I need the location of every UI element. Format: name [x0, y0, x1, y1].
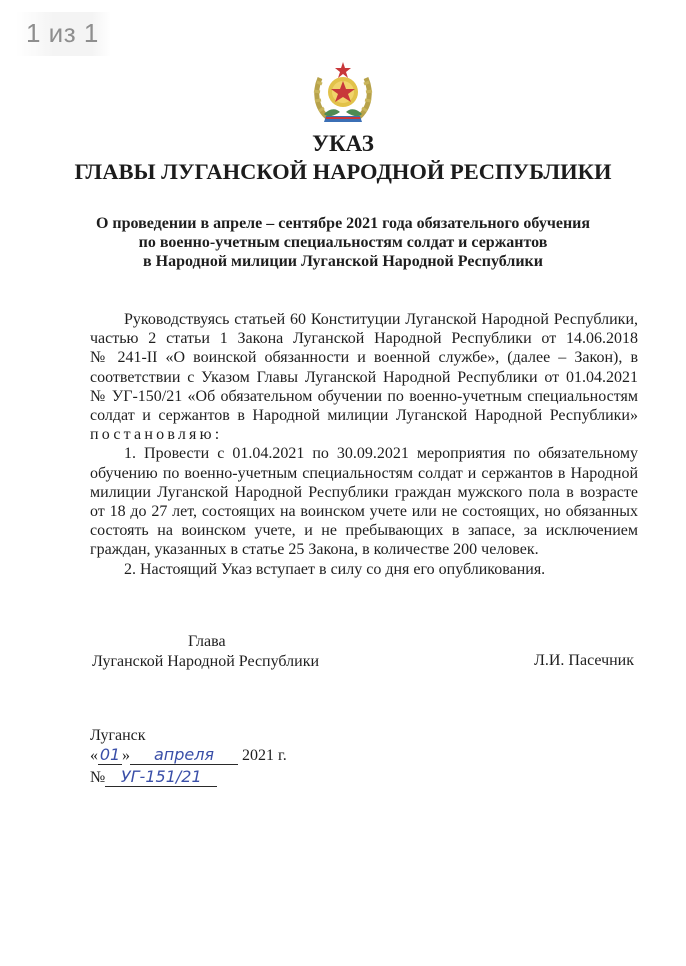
- document-title: УКАЗ: [312, 131, 374, 156]
- item1-line: 1. Провести с 01.04.2021 по 30.09.2021 мероприятия по обязательному: [124, 445, 638, 463]
- position-line: Луганской Народной Республики: [92, 653, 320, 670]
- item2-line: 2. Настоящий Указ вступает в силу со дня его опубликования.: [124, 560, 546, 578]
- item1-line: обучению по военно-учетным специальностям солдат и сержантов в Народной: [90, 464, 638, 482]
- lnr-coat-of-arms-icon: [310, 58, 376, 126]
- item1-line: милиции Луганской Народной Республики граждан мужского пола в возрасте: [90, 483, 638, 501]
- preamble-line: соответствии с Указом Главы Луганской Народной Республики от 01.04.2021: [90, 368, 638, 386]
- signatory-position: [92, 632, 319, 672]
- issue-year: 2021 г.: [242, 747, 287, 764]
- quote-open: «: [90, 747, 98, 764]
- item1-line: от 18 до 27 лет, состоящих на воинском учете или не состоящих, но обязанных: [90, 503, 638, 521]
- heading-line: О проведении в апреле – сентябре 2021 года обязательного обучения: [95, 215, 591, 232]
- heading-line: по военно-учетным специальностям солдат и сержантов: [138, 234, 548, 251]
- preamble-line: № 241-II «О воинской обязанности и военной службе», (далее – Закон), в: [90, 349, 638, 367]
- preamble-line: Руководствуясь статьей 60 Конституции Луганской Народной Республики,: [124, 311, 638, 328]
- page-counter: 1 из 1: [16, 12, 111, 56]
- decree-number: [90, 767, 217, 787]
- issue-date: [90, 745, 287, 765]
- quote-close: »: [122, 747, 130, 764]
- signatory-name: Л.И. Пасечник: [534, 652, 635, 669]
- handwritten-day: 01: [99, 745, 121, 764]
- handwritten-number: УГ-151/21: [105, 767, 217, 787]
- item1-line: состоять на воинском учете, и не пребывающих в запасе, за исключением: [90, 522, 638, 540]
- handwritten-month: апреля: [130, 745, 238, 765]
- preamble-line: № УГ-150/21 «Об обязательном обучении по военно-учетным специальностям: [90, 387, 638, 405]
- item1-line: граждан, указанных в статье 25 Закона, в количестве 200 человек.: [90, 541, 539, 559]
- heading-line: в Народной милиции Луганской Народной Республики: [143, 253, 543, 270]
- issue-place: Луганск: [90, 727, 146, 744]
- decree-word: постановляю:: [90, 426, 223, 444]
- preamble-line: солдат и сержантов в Народной милиции Луганской Народной Республики»: [90, 407, 638, 425]
- decree-heading: [0, 214, 686, 271]
- decree-body: [90, 310, 638, 579]
- preamble-line: частью 2 статьи 1 Закона Луганской Народной Республики от 14.06.2018: [90, 330, 638, 348]
- position-line: Глава: [188, 633, 226, 650]
- document-subtitle: ГЛАВЫ ЛУГАНСКОЙ НАРОДНОЙ РЕСПУБЛИКИ: [74, 159, 612, 184]
- number-sign: №: [90, 769, 106, 786]
